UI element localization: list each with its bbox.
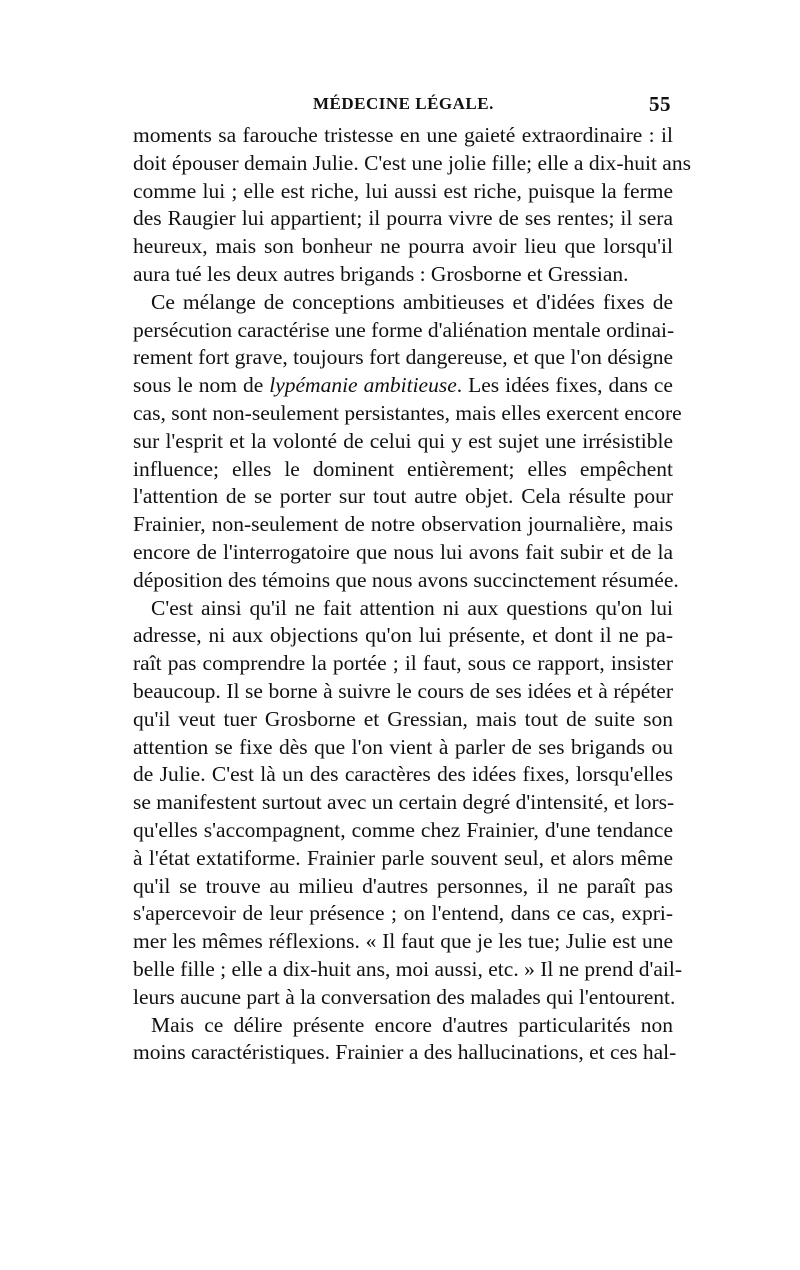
text-line: l'attention de se porter sur tout autre objet. Cela résulte pour: [133, 484, 673, 509]
text-line: s'apercevoir de leur présence ; on l'entend, dans ce cas, expri-: [133, 901, 673, 926]
text-line: comme lui ; elle est riche, lui aussi est riche, puisque la ferme: [133, 178, 673, 203]
text-line: déposition des témoins que nous avons succinctement résumée.: [133, 567, 679, 592]
paragraph-1: [133, 122, 691, 289]
text-line: adresse, ni aux objections qu'on lui présente, et dont il ne pa-: [133, 623, 673, 648]
italic-term: lypémanie ambitieuse: [269, 373, 457, 398]
text-line: de Julie. C'est là un des caractères des idées fixes, lorsqu'elles: [133, 762, 673, 787]
text-line: Frainier, non-seulement de notre observation journalière, mais: [133, 512, 673, 537]
text-line: sur l'esprit et la volonté de celui qui y est sujet une irrésistible: [133, 428, 673, 453]
body-text: [133, 122, 691, 1067]
text-line: raît pas comprendre la portée ; il faut, sous ce rapport, insister: [133, 651, 673, 676]
text-line: à l'état extatiforme. Frainier parle souvent seul, et alors même: [133, 845, 673, 870]
text-line: des Raugier lui appartient; il pourra vivre de ses rentes; il sera: [133, 206, 673, 231]
book-page: [133, 92, 691, 1067]
page-number: 55: [649, 92, 671, 116]
running-title: MÉDECINE LÉGALE.: [313, 94, 494, 113]
text-line: mer les mêmes réflexions. « Il faut que je les tue; Julie est une: [133, 929, 673, 954]
text-line: rement fort grave, toujours fort dangereuse, et que l'on désigne: [133, 345, 673, 370]
text-fragment: sous le nom de: [133, 373, 270, 398]
text-line: leurs aucune part à la conversation des malades qui l'entourent.: [133, 984, 676, 1009]
text-line: cas, sont non-seulement persistantes, mais elles exercent encore: [133, 400, 682, 425]
text-line: influence; elles le dominent entièrement; elles empêchent: [133, 456, 673, 481]
text-fragment: . Les idées fixes, dans ce: [456, 373, 673, 398]
text-line: C'est ainsi qu'il ne fait attention ni aux questions qu'on lui: [151, 595, 673, 620]
text-line: moins caractéristiques. Frainier a des hallucinations, et ces hal-: [133, 1040, 677, 1065]
text-line: attention se fixe dès que l'on vient à parler de ses brigands ou: [133, 734, 673, 759]
paragraph-2: [133, 289, 682, 595]
text-line: se manifestent surtout avec un certain degré d'intensité, et lors-: [133, 790, 675, 815]
running-head: [133, 92, 673, 118]
paragraph-3: [133, 595, 682, 1012]
text-line: belle fille ; elle a dix-huit ans, moi aussi, etc. » Il ne prend d'ail-: [133, 956, 682, 981]
paragraph-4: [133, 1012, 677, 1068]
text-line: moments sa farouche tristesse en une gaieté extraordinaire : il: [133, 123, 673, 147]
text-line: heureux, mais son bonheur ne pourra avoir lieu que lorsqu'il: [133, 234, 673, 259]
text-line: aura tué les deux autres brigands : Grosborne et Gressian.: [133, 261, 629, 286]
text-line-with-italic: [133, 372, 673, 400]
text-line: qu'il veut tuer Grosborne et Gressian, mais tout de suite son: [133, 706, 673, 731]
text-line: encore de l'interrogatoire que nous lui avons fait subir et de la: [133, 539, 673, 564]
text-line: persécution caractérise une forme d'aliénation mentale ordinai-: [133, 317, 675, 342]
text-line: beaucoup. Il se borne à suivre le cours de ses idées et à répéter: [133, 678, 673, 703]
text-line: Mais ce délire présente encore d'autres particularités non: [151, 1012, 673, 1037]
text-line: qu'il se trouve au milieu d'autres personnes, il ne paraît pas: [133, 873, 673, 898]
text-line: Ce mélange de conceptions ambitieuses et d'idées fixes de: [151, 289, 673, 314]
text-line: qu'elles s'accompagnent, comme chez Frainier, d'une tendance: [133, 817, 673, 842]
text-line: doit épouser demain Julie. C'est une jolie fille; elle a dix-huit ans: [133, 150, 691, 175]
